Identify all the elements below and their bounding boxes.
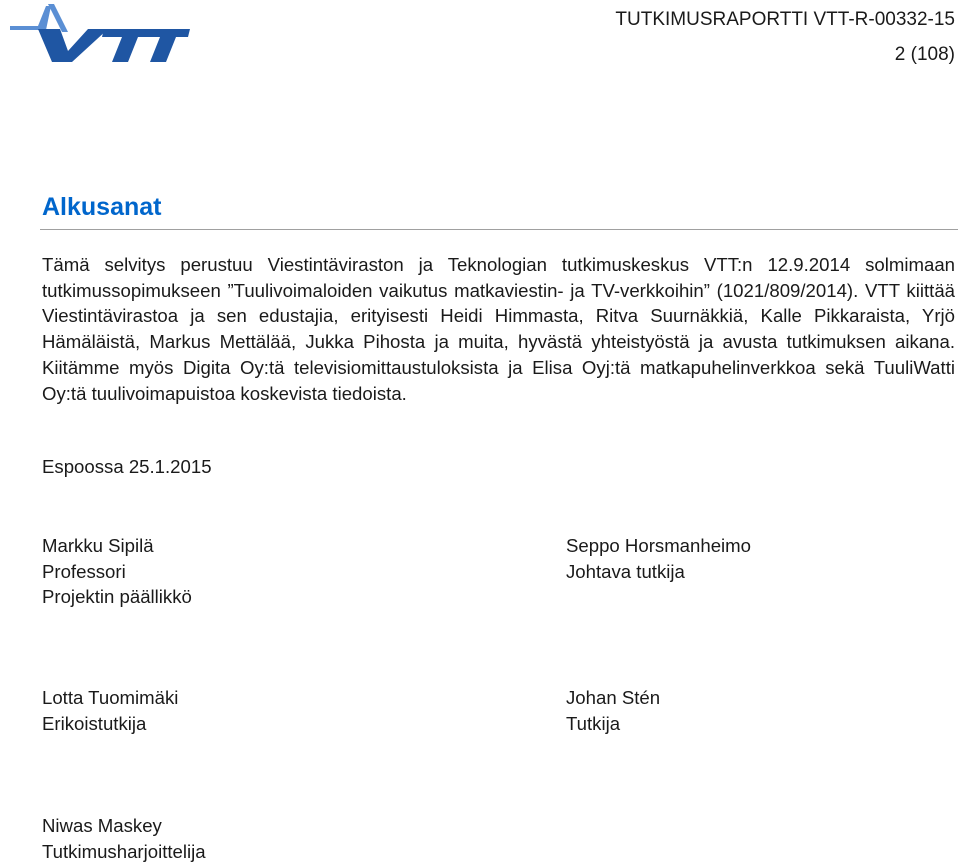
report-id: TUTKIMUSRAPORTTI VTT-R-00332-15 (615, 9, 955, 31)
signatory-title: Professori (42, 559, 192, 585)
signatory-title: Tutkimusharjoittelija (42, 839, 206, 864)
signature-block (566, 685, 660, 736)
vtt-logo (8, 0, 190, 66)
signatory-name: Markku Sipilä (42, 533, 192, 559)
signatory-title: Tutkija (566, 711, 660, 737)
signatory-name: Seppo Horsmanheimo (566, 533, 751, 559)
signatory-name: Niwas Maskey (42, 813, 206, 839)
signature-block (42, 685, 178, 736)
signatory-name: Lotta Tuomimäki (42, 685, 178, 711)
signatory-name: Johan Stén (566, 685, 660, 711)
signatory-title: Johtava tutkija (566, 559, 751, 585)
page-number: 2 (108) (895, 44, 955, 66)
signatory-role: Projektin päällikkö (42, 584, 192, 610)
place-date: Espoossa 25.1.2015 (42, 456, 212, 478)
page-title: Alkusanat (42, 193, 161, 222)
body-paragraph: Tämä selvitys perustuu Viestintäviraston ja Teknologian tutkimuskeskus VTT:n 12.9.2014 solmimaan tutkimussopimukseen ”Tuulivoimaloiden vaikutus matkaviestin- ja TV-verkkoihin” (1021/809/2014). VTT kiittää Viestintävirastoa ja sen edustajia, erityisesti Heidi Himmasta, Ritva Suurnäkkiä, Kalle Pikkaraista, Yrjö Hämäläistä, Markus Mettälää, Jukka Pihosta ja muita, hyvästä yhteistyöstä ja avusta tutkimuksen aikana. Kiitämme myös Digita Oy:tä televisiomittaustuloksista ja Elisa Oyj:tä matkapuhelinverkkoa sekä TuuliWatti Oy:tä tuulivoimapuistoa koskevista tiedoista. (42, 252, 955, 406)
signature-block (42, 533, 192, 610)
signature-block (566, 533, 751, 584)
signatory-title: Erikoistutkija (42, 711, 178, 737)
signature-block (42, 813, 206, 864)
heading-divider (40, 229, 958, 230)
